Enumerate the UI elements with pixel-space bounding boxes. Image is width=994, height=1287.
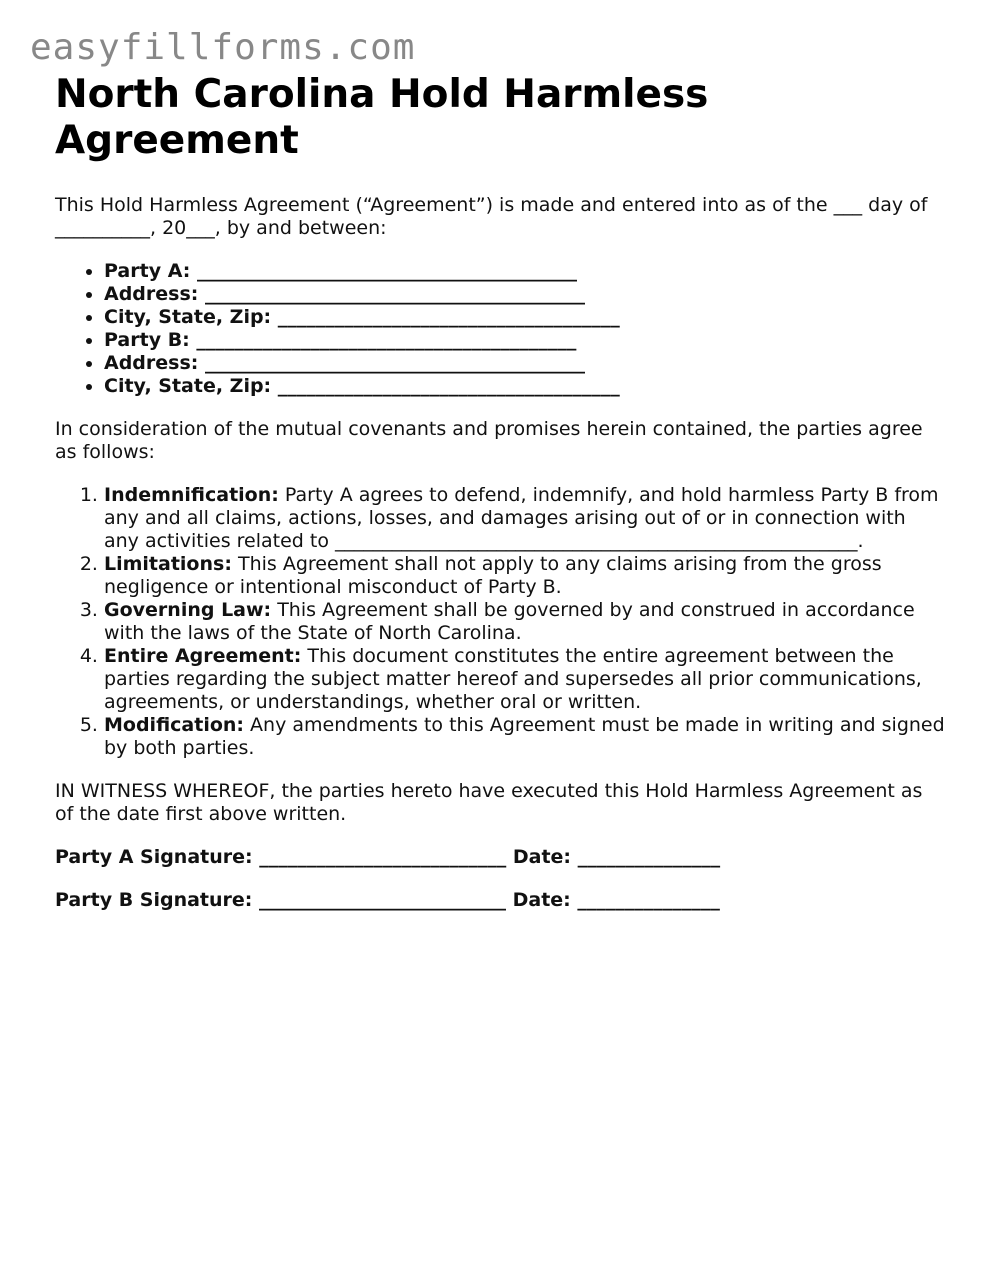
consideration-paragraph: In consideration of the mutual covenants and promises herein contained, the parties agree as follows: [55,418,923,463]
party-a-city-field[interactable]: • City, State, Zip: ____________________________________ [104,306,945,329]
term-heading: Governing Law: [104,599,272,621]
terms-list [55,484,945,760]
party-b-field[interactable]: • Party B: ________________________________________ [104,329,945,352]
term-heading: Modification: [104,714,245,736]
party-a-field[interactable]: • Party A: ________________________________________ [104,260,945,283]
document-title: North Carolina Hold Harmless Agreement [55,72,709,163]
term-entire-agreement [104,645,945,714]
term-modification [104,714,945,760]
document-page [55,72,945,912]
term-limitations [104,553,945,599]
watermark-logo: easyfillforms.com [30,27,416,68]
term-text: This Agreement shall be governed by and construed in accordance with the laws of the State of North Carolina. [104,599,915,644]
party-a-address-field[interactable]: • Address: ________________________________________ [104,283,945,306]
term-text: This document constitutes the entire agreement between the parties regarding the subject matter hereof and supersedes all prior communications, agreements, or understandings, whether oral or written. [104,645,922,713]
term-heading: Entire Agreement: [104,645,302,667]
term-heading: Limitations: [104,553,232,575]
party-b-address-field[interactable]: • Address: ________________________________________ [104,352,945,375]
term-text: This Agreement shall not apply to any claims arising from the gross negligence or intentional misconduct of Party B. [104,553,882,598]
term-text: Any amendments to this Agreement must be made in writing and signed by both parties. [104,714,945,759]
party-b-signature-line[interactable]: Party B Signature: __________________________ Date: _______________ [55,889,720,911]
intro-paragraph: This Hold Harmless Agreement (“Agreement”) is made and entered into as of the ___ day of __________, 20___, by and between: [55,194,928,239]
term-text: Party A agrees to defend, indemnify, and hold harmless Party B from any and all claims, actions, losses, and damages arising out of or in connection with any activities related to _______________________________________________________. [104,484,939,552]
parties-list [55,260,945,398]
term-governing-law [104,599,945,645]
party-a-signature-line[interactable]: Party A Signature: __________________________ Date: _______________ [55,846,721,868]
term-heading: Indemnification: [104,484,279,506]
term-indemnification [104,484,945,553]
party-b-city-field[interactable]: • City, State, Zip: ____________________________________ [104,375,945,398]
witness-paragraph: IN WITNESS WHEREOF, the parties hereto have executed this Hold Harmless Agreement as of the date first above written. [55,780,923,825]
